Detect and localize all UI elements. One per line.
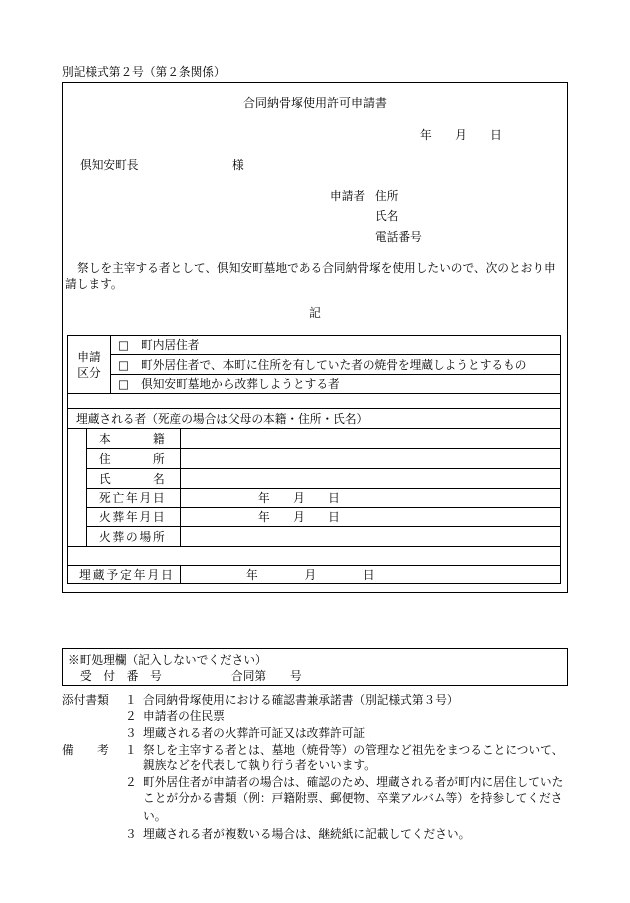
checkbox-former-resident[interactable]: □ [118,357,130,372]
note-number: １ [125,743,137,757]
planned-burial-date-placeholder: 年 月 日 [246,567,375,582]
applicant-label: 申請者 [330,189,366,203]
notes-label: 備 考 [62,743,109,757]
category-label-cell [67,335,111,394]
attachment-number: ２ [125,709,137,723]
addressee: 倶知安町長 [80,158,139,172]
name-label: 氏 名 [99,471,167,486]
applicant-address-label: 住所 [375,189,399,203]
attachments-label: 添付書類 [62,693,109,707]
checkbox-reburial[interactable]: □ [118,377,130,391]
statement-line: 祭しを主宰する者として、倶知安町墓地である合同納骨塚を使用したいので、次のとおり申 [77,261,556,275]
death-date-label: 死亡年月日 [99,491,167,505]
cremation-place-label: 火葬の場所 [99,529,167,544]
reception-number-label: 受 付 番 号 [80,669,162,683]
address-label: 住 所 [99,451,167,466]
planned-burial-date-field[interactable] [180,565,561,584]
buried-person-header-cell [67,408,561,429]
statement-line: 請します。 [65,277,123,291]
death-date-placeholder: 年 月 日 [258,491,340,505]
category-label-line: 区分 [77,365,101,380]
applicant-phone-label: 電話番号 [375,230,422,244]
table-spacer-row [67,546,561,566]
address-label-cell [86,448,181,469]
note-text: 祭しを主宰する者とは、墓地（焼骨等）の管理など祖先をまつることについて、 [143,743,564,757]
ki-heading: 記 [309,306,321,320]
cremation-place-field[interactable] [180,526,561,547]
attachment-text: 合同納骨塚使用における確認書兼承諾書（別記様式第３号） [143,693,459,707]
buried-person-indent-cell [67,428,87,547]
note-number: ３ [125,827,137,841]
category-label-line: 申請 [77,349,101,364]
category-option-label: 町外居住者で、本町に住所を有していた者の焼骨を埋蔵しようとするもの [141,357,527,372]
applicant-name-label: 氏名 [375,209,399,223]
note-text: 町外居住者が申請者の場合は、確認のため、埋蔵される者が町内に居住していた [143,775,564,789]
note-number: ２ [125,775,137,789]
buried-person-header: 埋蔵される者（死産の場合は父母の本籍・住所・氏名） [76,411,369,426]
cremation-date-label: 火葬年月日 [99,510,167,524]
category-option-label: 町内居住者 [141,338,200,352]
cremation-place-label-cell [86,526,181,547]
category-option-reburial [110,374,561,394]
table-spacer-row [67,393,561,409]
form-number-label: 別記様式第２号（第２条関係） [62,65,226,79]
note-text: 埋蔵される者が複数いる場合は、継続紙に記載してください。 [143,827,471,841]
domicile-label-cell [86,428,181,449]
cremation-date-field[interactable] [180,507,561,527]
attachment-number: １ [125,693,137,707]
category-option-label: 倶知安町墓地から改葬しようとする者 [141,377,340,391]
attachment-number: ３ [125,726,137,740]
death-date-field[interactable] [180,488,561,508]
attachment-text: 埋蔵される者の火葬許可証又は改葬許可証 [143,726,366,740]
reception-number-prefix: 合同第 [231,669,267,683]
address-field[interactable] [180,448,561,469]
planned-burial-date-label-cell [67,565,181,584]
addressee-honorific: 様 [232,158,244,172]
cremation-date-label-cell [86,507,181,527]
form-title: 合同納骨塚使用許可申請書 [242,96,387,110]
category-option-former-resident [110,354,561,375]
death-date-label-cell [86,488,181,508]
reception-number-suffix: 号 [290,669,302,683]
domicile-field[interactable] [180,428,561,449]
note-text: い。 [143,809,167,823]
office-use-heading: ※町処理欄（記入しないでください） [68,653,267,667]
domicile-label: 本 籍 [99,431,167,446]
attachment-text: 申請者の住民票 [143,709,225,723]
name-field[interactable] [180,468,561,489]
note-text: ことが分かる書類（例：戸籍附票、郵便物、卒業アルバム等）を持参してくださ [143,791,563,805]
category-option-resident [110,335,561,355]
checkbox-resident[interactable]: □ [118,338,130,352]
planned-burial-date-label: 埋蔵予定年月日 [79,567,175,582]
note-text: 親族などを代表して執り行う者をいいます。 [143,758,376,772]
cremation-date-placeholder: 年 月 日 [258,510,340,524]
name-label-cell [86,468,181,489]
application-date: 年 月 日 [420,128,502,142]
